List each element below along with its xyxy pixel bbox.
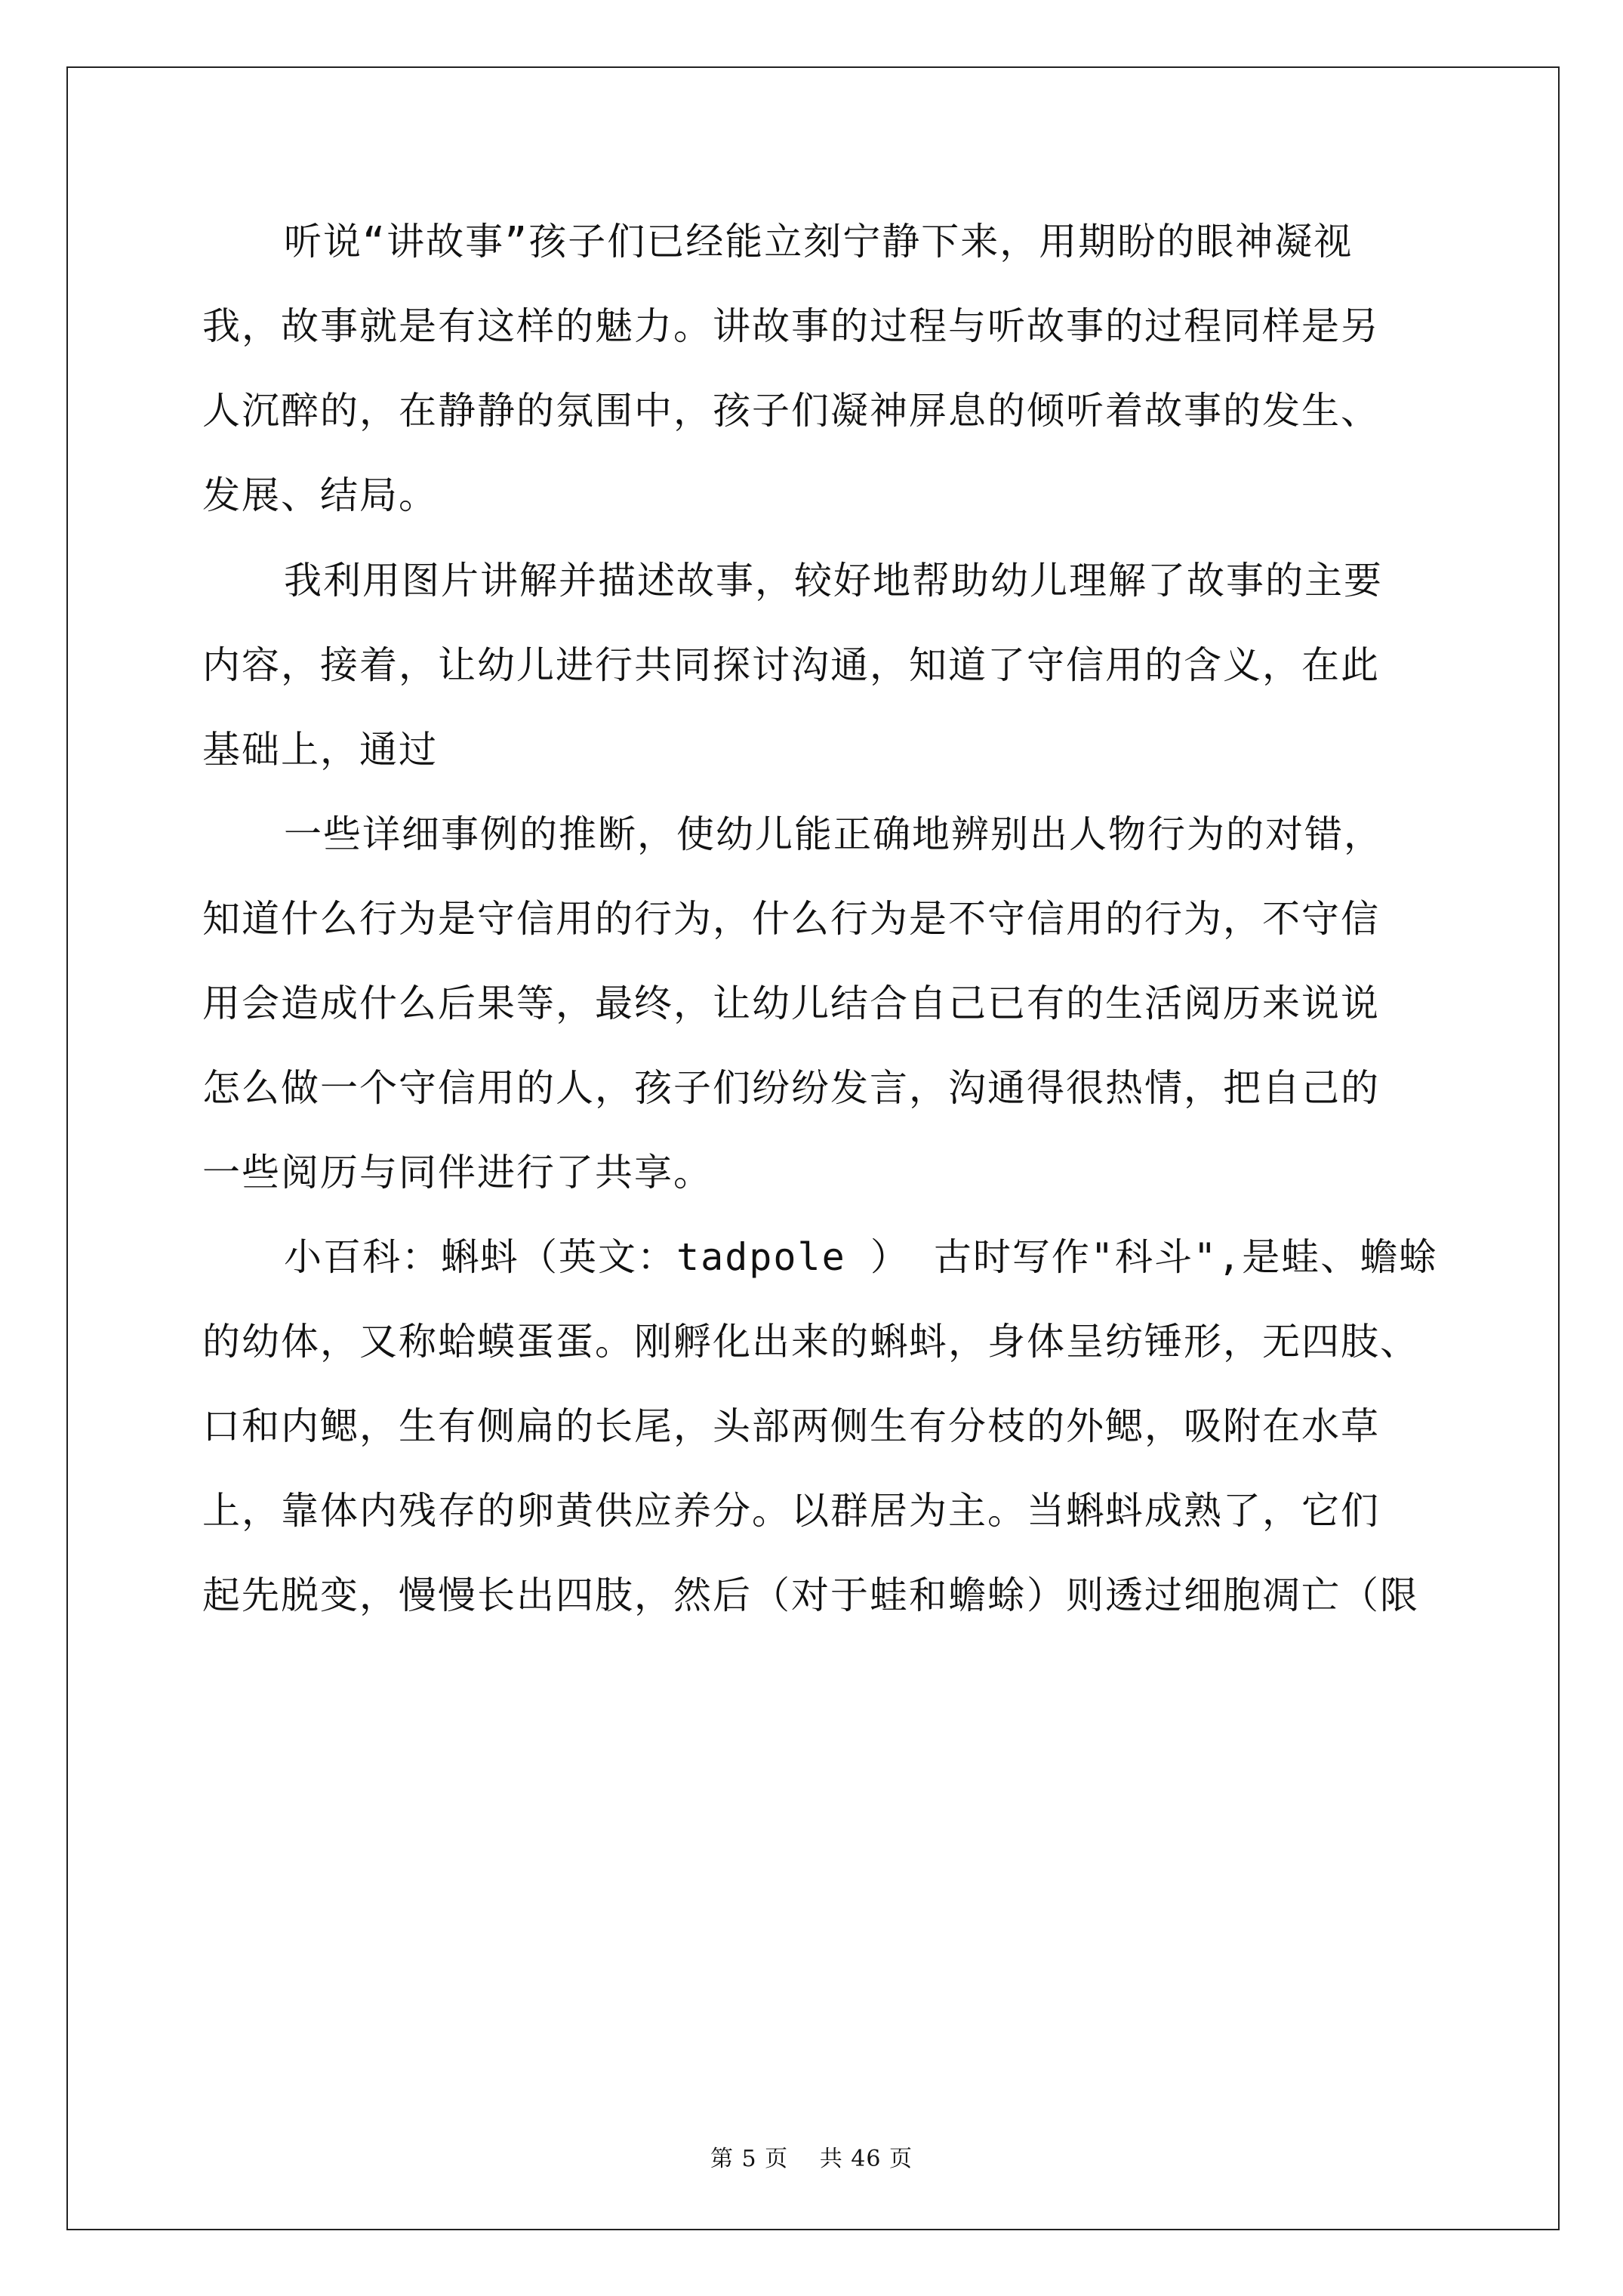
text-line: 我，故事就是有这样的魅力。讲故事的过程与听故事的过程同样是另	[202, 304, 1380, 348]
text-line: 我利用图片讲解并描述故事，较好地帮助幼儿理解了故事的主要	[284, 559, 1383, 603]
page-number-footer: 第 5 页 共 46 页	[710, 2146, 913, 2172]
text-line: 用会造成什么后果等，最终，让幼儿结合自己已有的生活阅历来说说	[202, 982, 1380, 1025]
text-line: 口和内鳃，生有侧扁的长尾，头部两侧生有分枝的外鳃，吸附在水草	[202, 1404, 1380, 1448]
text-line: 的幼体，又称蛤蟆蛋蛋。刚孵化出来的蝌蚪，身体呈纺锤形，无四肢、	[202, 1320, 1419, 1364]
text-line: 基础上，通过	[202, 728, 438, 772]
text-line: 听说“讲故事”孩子们已经能立刻宁静下来，用期盼的眼神凝视	[284, 220, 1354, 264]
text-line: 人沉醉的，在静静的氛围中，孩子们凝神屏息的倾听着故事的发生、	[202, 389, 1380, 433]
text-line: 发展、结局。	[202, 473, 438, 517]
text-line: 上，靠体内残存的卵黄供应养分。以群居为主。当蝌蚪成熟了，它们	[202, 1489, 1380, 1533]
text-line: 小百科：蝌蚪（英文：tadpole ） 古时写作"科斗",是蛙、蟾蜍	[284, 1235, 1439, 1279]
text-line: 怎么做一个守信用的人，孩子们纷纷发言，沟通得很热情，把自己的	[202, 1066, 1380, 1110]
text-line: 一些阅历与同伴进行了共享。	[202, 1151, 713, 1194]
text-line: 起先脱变，慢慢长出四肢，然后（对于蛙和蟾蜍）则透过细胞凋亡（限	[202, 1573, 1419, 1617]
text-line: 知道什么行为是守信用的行为，什么行为是不守信用的行为，不守信	[202, 897, 1380, 941]
text-line: 一些详细事例的推断，使幼儿能正确地辨别出人物行为的对错，	[284, 812, 1383, 856]
text-line: 内容，接着，让幼儿进行共同探讨沟通，知道了守信用的含义，在此	[202, 643, 1380, 687]
